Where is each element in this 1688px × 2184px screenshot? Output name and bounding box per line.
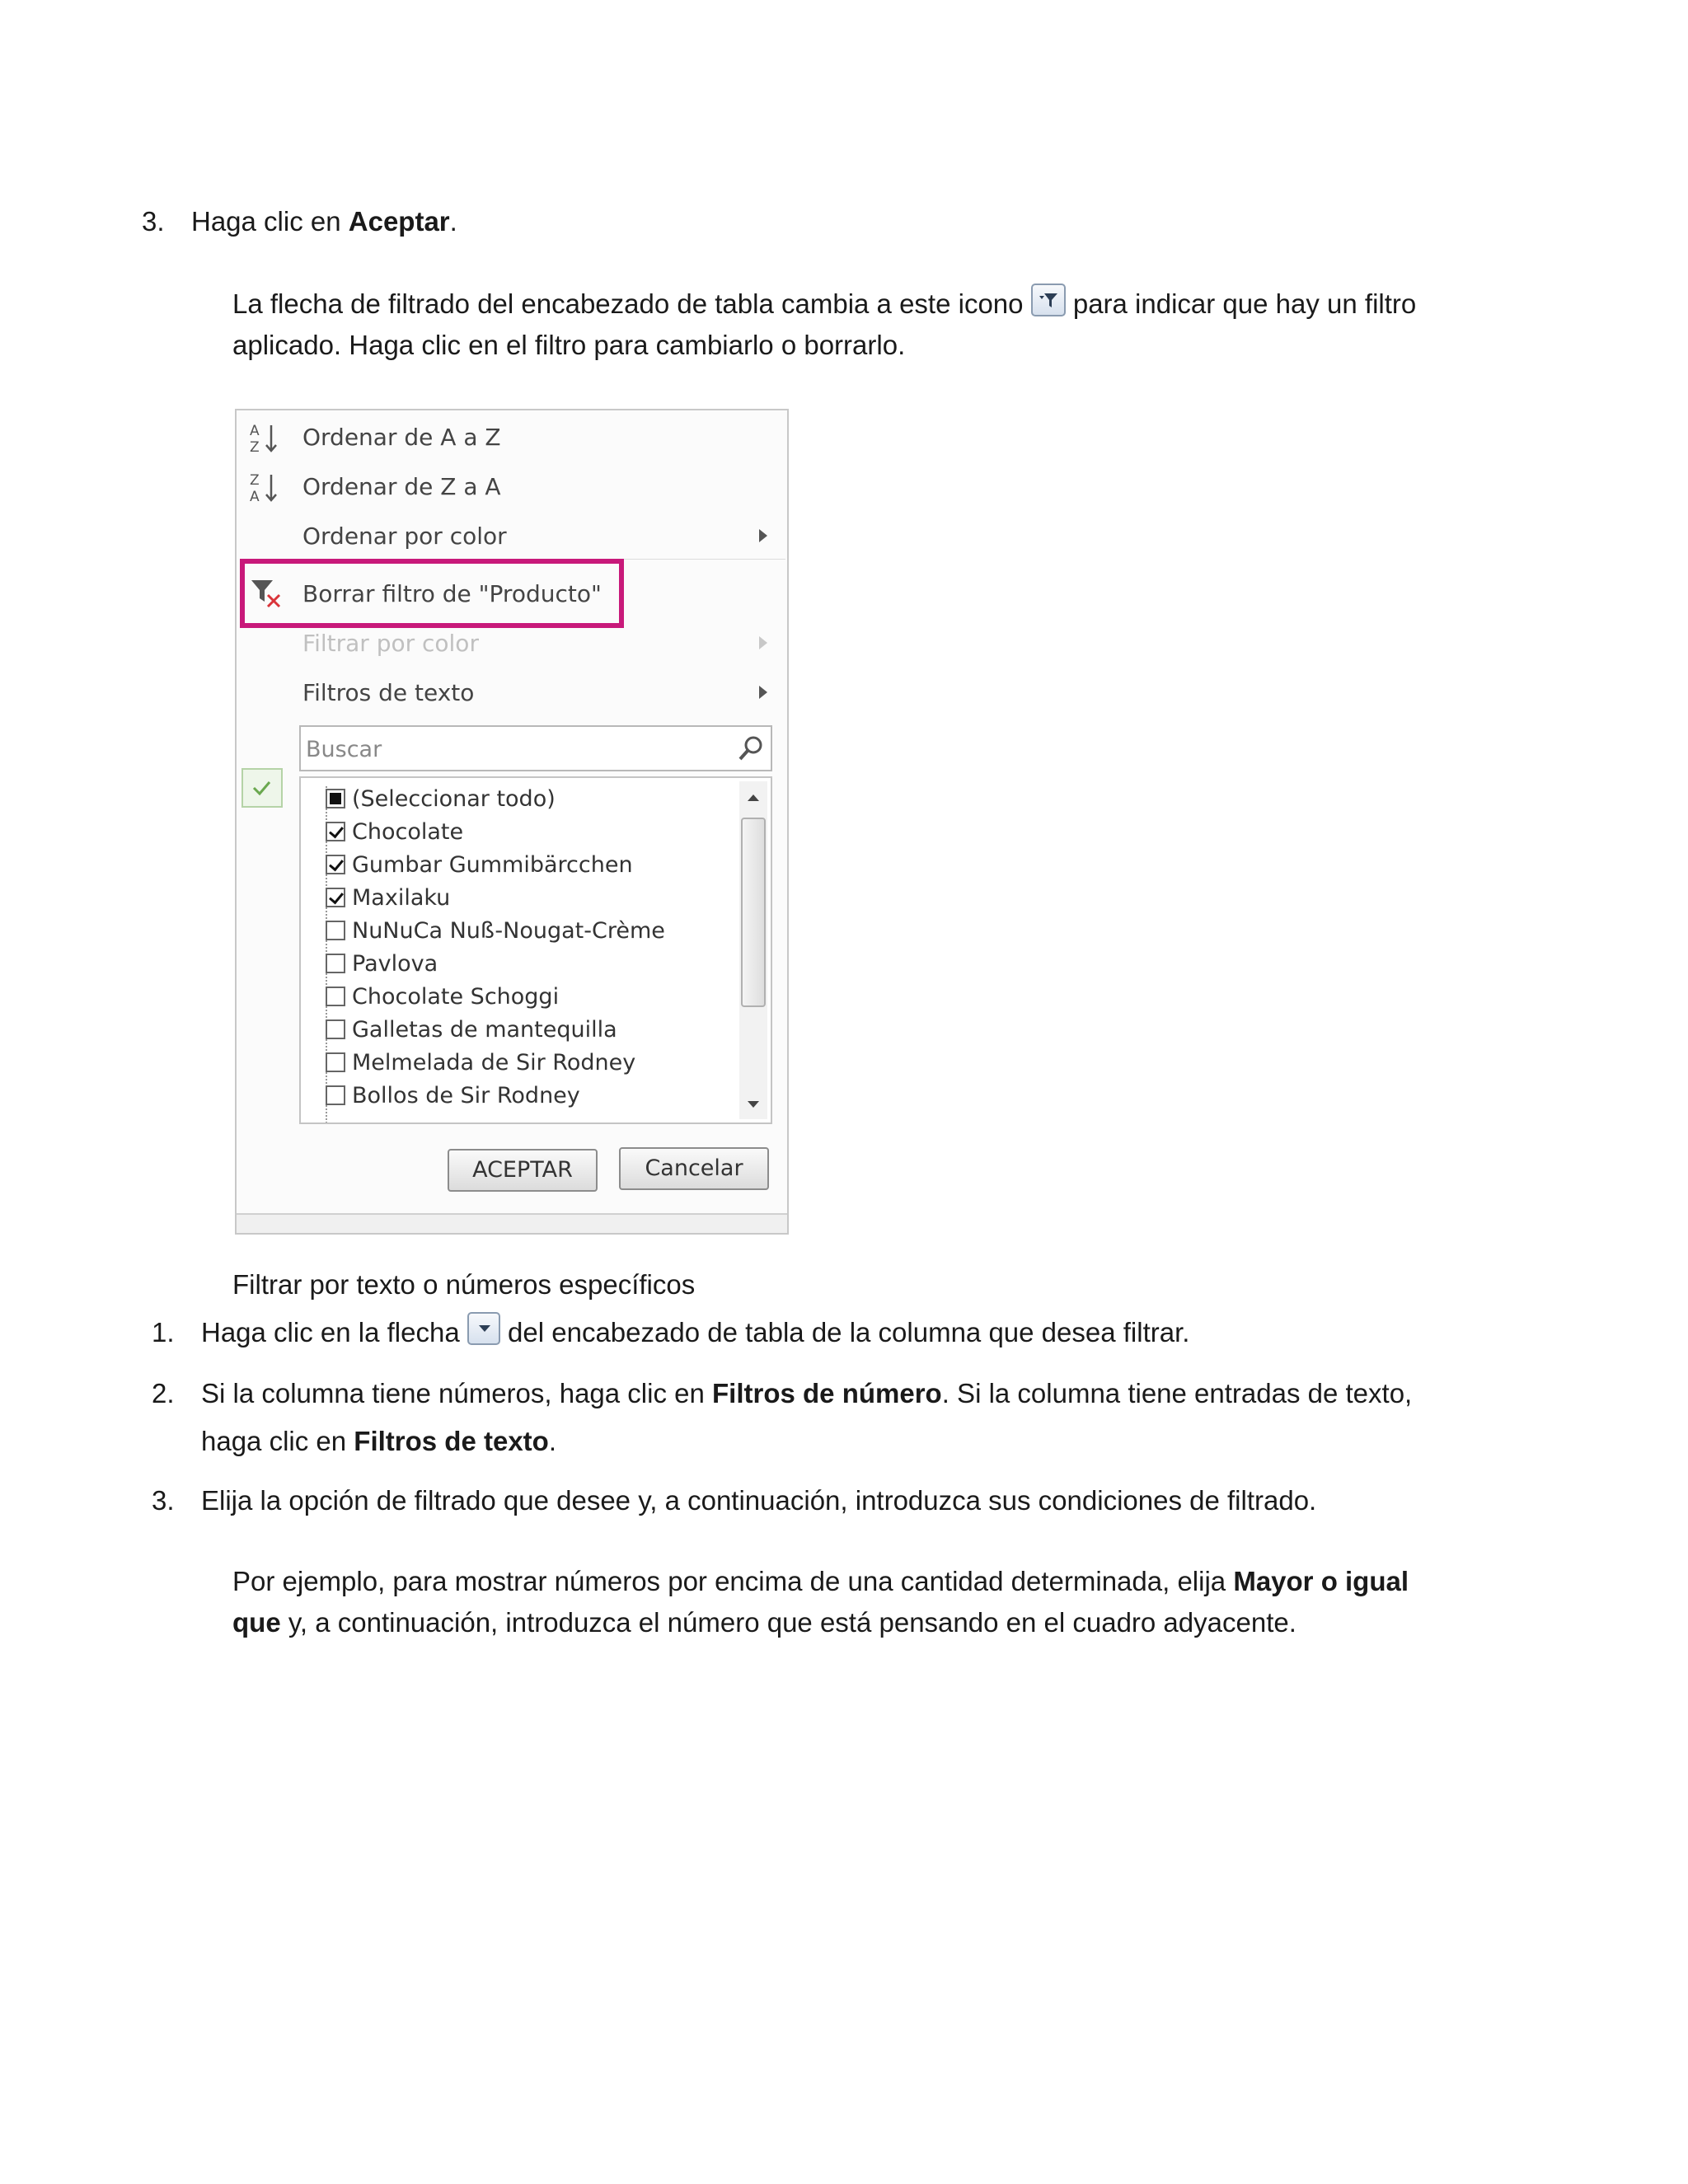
step-bold: Filtros de número [712, 1378, 942, 1408]
scroll-up-arrow-icon[interactable] [748, 794, 759, 801]
clear-filter-highlight [240, 559, 624, 628]
list-item-label: Galletas de mantequilla [352, 1017, 617, 1043]
filter-icon-paragraph [232, 284, 1416, 325]
checkbox-unchecked[interactable] [326, 1052, 345, 1072]
dropdown-arrow-icon [467, 1312, 500, 1345]
example-bold: Mayor o igual [1233, 1566, 1409, 1596]
step-text: haga clic en [201, 1426, 354, 1456]
svg-text:Z: Z [250, 439, 260, 456]
list-item[interactable] [326, 1017, 617, 1050]
submenu-arrow-icon [759, 686, 767, 699]
list-item[interactable] [326, 951, 438, 984]
list-item[interactable] [326, 1050, 635, 1083]
step-number: 3. [142, 206, 165, 237]
example-line1 [232, 1561, 1409, 1602]
menu-clear-filter[interactable]: Borrar filtro de "Producto" [302, 580, 602, 607]
step-text: Si la columna tiene números, haga clic en [201, 1378, 713, 1408]
step-text: Haga clic en la flecha [201, 1317, 460, 1347]
list-item[interactable] [326, 885, 450, 918]
checkbox-unchecked[interactable] [326, 921, 345, 940]
list-item-label: Chocolate Schoggi [352, 984, 560, 1010]
para-line1-after: para indicar que hay un filtro [1065, 288, 1417, 319]
example-text: Por ejemplo, para mostrar números por encima de una cantidad determinada, elija [232, 1566, 1234, 1596]
list-item-label: NuNuCa Nuß-Nougat-Crème [352, 918, 665, 944]
checkbox-checked[interactable] [326, 888, 345, 907]
submenu-arrow-icon [759, 529, 767, 542]
checkbox-checked[interactable] [326, 822, 345, 841]
example-line2 [232, 1602, 1296, 1643]
step-text: Elija la opción de filtrado que desee y, a continuación, introduzca sus condiciones de filtrado. [201, 1485, 1317, 1516]
section-title: Filtrar por texto o números específicos [232, 1269, 696, 1300]
ok-button[interactable]: ACEPTAR [448, 1149, 598, 1192]
para-line1-before: La flecha de filtrado del encabezado de tabla cambia a este icono [232, 288, 1024, 319]
step-text: del encabezado de tabla de la columna que desea filtrar. [499, 1317, 1190, 1347]
sort-za-icon [248, 470, 281, 509]
step-number: 3. [152, 1485, 175, 1516]
filter-dropdown-menu [235, 409, 789, 1235]
step-number: 1. [152, 1317, 175, 1347]
list-item[interactable] [326, 852, 633, 885]
scroll-down-arrow-icon[interactable] [748, 1101, 759, 1108]
checkbox-unchecked[interactable] [326, 987, 345, 1006]
applied-filter-icon [1031, 284, 1066, 316]
scroll-thumb[interactable] [741, 818, 766, 1007]
list-item[interactable] [326, 918, 665, 951]
list-item-label: (Seleccionar todo) [352, 786, 556, 812]
svg-text:Z: Z [250, 472, 260, 489]
sort-az-icon [248, 420, 281, 460]
checkbox-unchecked[interactable] [326, 1019, 345, 1039]
menu-sort-az[interactable]: Ordenar de A a Z [302, 424, 501, 451]
menu-sort-by-color[interactable]: Ordenar por color [302, 523, 507, 550]
value-checkbox-list [299, 776, 772, 1124]
cancel-button[interactable]: Cancelar [619, 1147, 769, 1190]
checkbox-mixed[interactable] [326, 789, 345, 808]
menu-filter-by-color: Filtrar por color [302, 630, 479, 657]
checkbox-unchecked[interactable] [326, 1085, 345, 1105]
list-item-label: Gumbar Gummibärcchen [352, 852, 633, 878]
step-bold: Aceptar [348, 206, 450, 237]
step-2-continued [201, 1421, 556, 1462]
list-item[interactable] [326, 984, 559, 1017]
step-text: . Si la columna tiene entradas de texto, [941, 1378, 1413, 1408]
checkmark-indicator [241, 768, 283, 808]
list-item-label: Pavlova [352, 951, 438, 977]
list-item[interactable] [326, 1083, 580, 1116]
step-text: . [548, 1426, 556, 1456]
list-item[interactable] [326, 819, 463, 852]
list-item[interactable] [326, 786, 556, 819]
example-text: y, a continuación, introduzca el número que está pensando en el cuadro adyacente. [280, 1607, 1296, 1638]
list-item-label: Melmelada de Sir Rodney [352, 1050, 636, 1076]
list-item-label: Bollos de Sir Rodney [352, 1083, 580, 1108]
example-bold: que [232, 1607, 281, 1638]
menu-text-filters[interactable]: Filtros de texto [302, 679, 475, 706]
svg-text:A: A [250, 489, 260, 505]
checkbox-unchecked[interactable] [326, 954, 345, 973]
step-suffix: . [449, 206, 457, 237]
list-item-label: Maxilaku [352, 885, 451, 911]
step-bold: Filtros de texto [354, 1426, 549, 1456]
resize-grip-bar[interactable] [237, 1213, 787, 1233]
checkbox-checked[interactable] [326, 855, 345, 874]
menu-sort-za[interactable]: Ordenar de Z a A [302, 473, 501, 500]
search-input[interactable] [304, 732, 720, 766]
search-icon [736, 733, 766, 763]
submenu-arrow-icon [759, 636, 767, 649]
step-text: Haga clic en [191, 206, 349, 237]
step-number: 2. [152, 1378, 175, 1408]
search-field[interactable] [299, 725, 772, 771]
svg-text:A: A [250, 423, 260, 439]
list-item-label: Chocolate [352, 819, 464, 845]
para-line2: aplicado. Haga clic en el filtro para cambiarlo o borrarlo. [232, 330, 906, 360]
